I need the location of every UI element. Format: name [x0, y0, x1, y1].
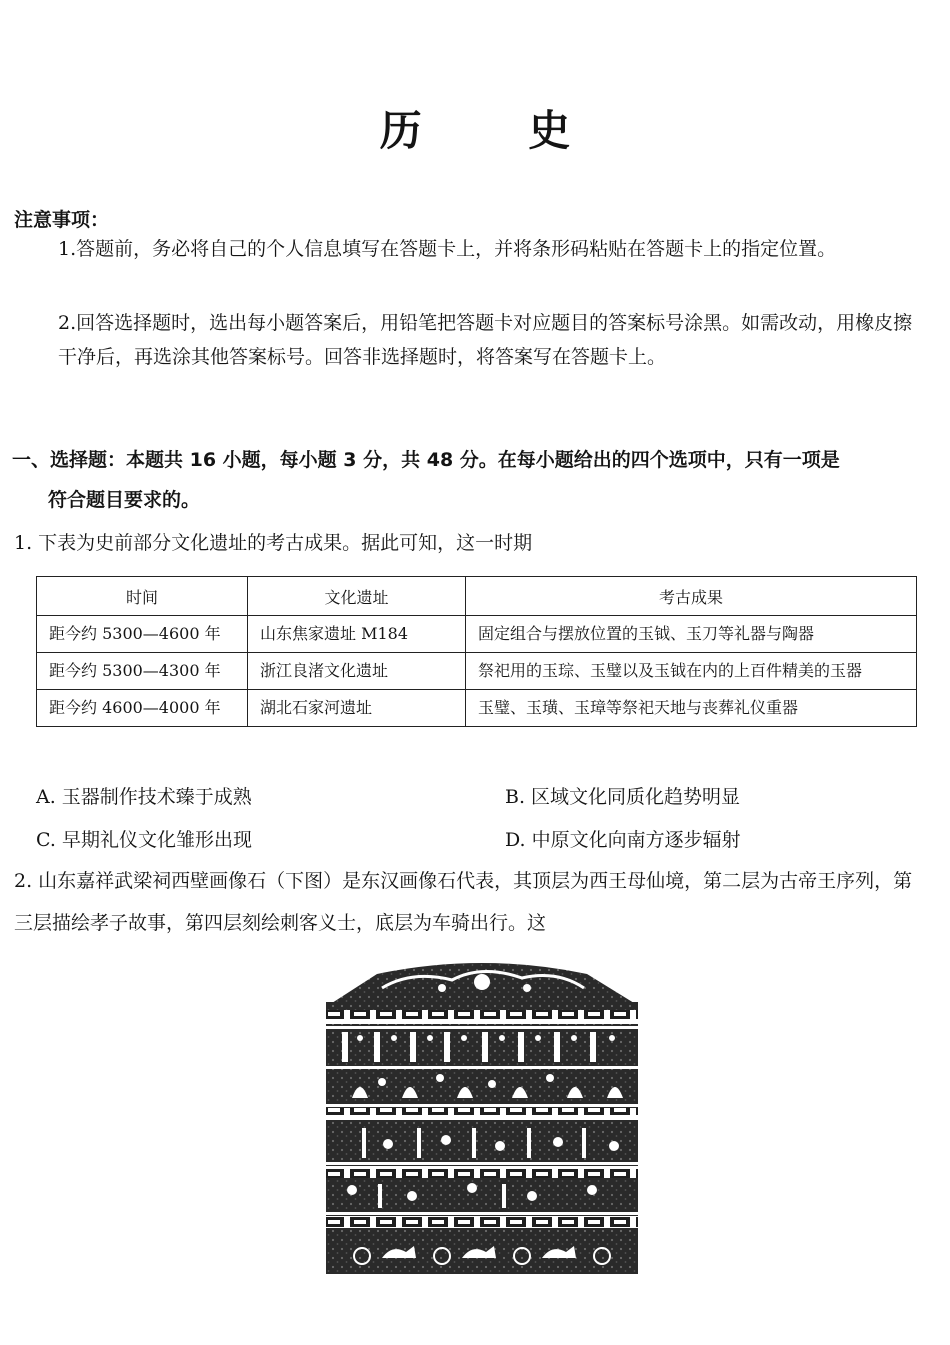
table-cell-site: 山东焦家遗址 M184 — [248, 616, 466, 653]
question-2-stem: 2. 山东嘉祥武梁祠西壁画像石（下图）是东汉画像石代表，其顶层为西王母仙境，第二层为古帝王序列，第三层描绘孝子故事，第四层刻绘刺客义士，底层为车骑出行。这 — [14, 870, 913, 934]
section-heading-line-1: 一、选择题：本题共 16 小题，每小题 3 分，共 48 分。在每小题给出的四个选项中，只有一项是 — [12, 449, 840, 471]
notice-item-number: 1. — [58, 238, 77, 260]
notice-item-2 — [58, 306, 918, 374]
column-header-findings: 考古成果 — [466, 577, 917, 616]
table-row — [37, 653, 917, 690]
notice-item-number: 2. — [58, 312, 77, 334]
archaeology-table — [36, 576, 917, 727]
page-title: 历 史 — [379, 106, 617, 155]
section-heading — [12, 440, 922, 520]
table-cell-time: 距今约 5300—4600 年 — [37, 616, 248, 653]
section-heading-line-2: 符合题目要求的。 — [48, 489, 201, 511]
option-b: B. 区域文化同质化趋势明显 — [505, 786, 741, 808]
option-c: C. 早期礼仪文化雏形出现 — [36, 829, 252, 851]
notice-heading: 注意事项： — [14, 209, 110, 231]
table-row — [37, 690, 917, 727]
notice-item-text: 答题前，务必将自己的个人信息填写在答题卡上，并将条形码粘贴在答题卡上的指定位置。 — [76, 238, 837, 260]
table-cell-site: 湖北石家河遗址 — [248, 690, 466, 727]
notice-item-1 — [58, 232, 918, 266]
stone-relief-image — [322, 958, 642, 1276]
notice-item-text: 回答选择题时，选出每小题答案后，用铅笔把答题卡对应题目的答案标号涂黑。如需改动，用橡皮擦干净后，再选涂其他答案标号。回答非选择题时，将答案写在答题卡上。 — [58, 312, 913, 368]
table-row — [37, 616, 917, 653]
option-d: D. 中原文化向南方逐步辐射 — [505, 829, 741, 851]
table-header-row — [37, 577, 917, 616]
table-cell-time: 距今约 5300—4300 年 — [37, 653, 248, 690]
table-cell-findings: 祭祀用的玉琮、玉璧以及玉钺在内的上百件精美的玉器 — [466, 653, 917, 690]
table-cell-findings: 玉璧、玉璜、玉璋等祭祀天地与丧葬礼仪重器 — [466, 690, 917, 727]
table-cell-site: 浙江良渚文化遗址 — [248, 653, 466, 690]
option-a: A. 玉器制作技术臻于成熟 — [36, 786, 252, 808]
column-header-site: 文化遗址 — [248, 577, 466, 616]
column-header-time: 时间 — [37, 577, 248, 616]
table-cell-findings: 固定组合与摆放位置的玉钺、玉刀等礼器与陶器 — [466, 616, 917, 653]
question-1-stem: 1. 下表为史前部分文化遗址的考古成果。据此可知，这一时期 — [14, 532, 533, 554]
table-cell-time: 距今约 4600—4000 年 — [37, 690, 248, 727]
